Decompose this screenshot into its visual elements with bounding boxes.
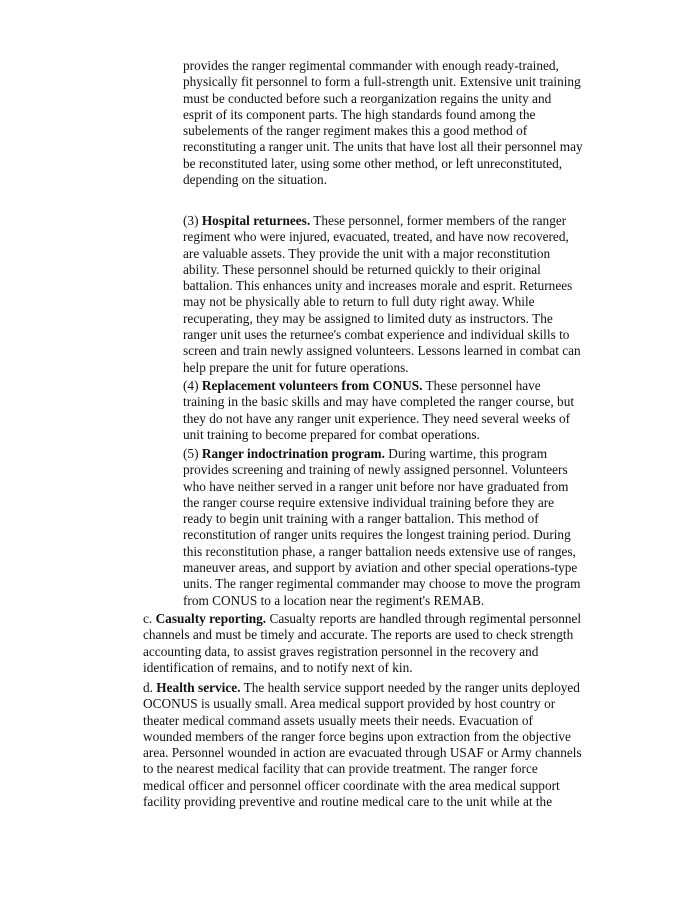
text-line: recuperating, they may be assigned to limited duty as instructors. The	[183, 310, 553, 326]
text-line: regiment who were injured, evacuated, treated, and have now recovered,	[183, 229, 569, 245]
text-line: OCONUS is usually small. Area medical support provided by host country or	[143, 696, 556, 712]
text-line: who have neither served in a ranger unit before nor have graduated from	[183, 478, 569, 494]
text-line: identification of remains, and to notify next of kin.	[143, 659, 413, 675]
text-line: units. The ranger regimental commander may choose to move the program	[183, 576, 581, 592]
paragraph-heading: Replacement volunteers from CONUS.	[201, 378, 423, 393]
text-line: help prepare the unit for future operations.	[183, 359, 409, 375]
text-line: are valuable assets. They provide the unit with a major reconstitution	[183, 245, 551, 261]
text-line: reconstituting a ranger unit. The units that have lost all their personnel may	[183, 139, 583, 155]
text-line: unit training to become prepared for combat operations.	[183, 426, 480, 442]
text-line: depending on the situation.	[183, 172, 328, 188]
paragraph-hospital-returnees	[183, 213, 581, 376]
paragraph-heading: Casualty reporting.	[155, 611, 267, 626]
text-line	[143, 680, 582, 696]
text-line: from CONUS to a location near the regiment's REMAB.	[183, 592, 485, 608]
text-run: These personnel, former members of the ranger	[310, 213, 567, 228]
text-line: physically fit personnel to form a full-strength unit. Extensive unit training	[183, 74, 581, 90]
text-line: screen and train newly assigned volunteers. Lessons learned in combat can	[183, 343, 581, 359]
text-line: must be conducted before such a reorganization regains the unity and	[183, 90, 552, 106]
paragraph-number: d.	[143, 680, 157, 695]
paragraph-heading: Hospital returnees.	[201, 213, 311, 228]
paragraph-number: (5)	[183, 446, 202, 461]
text-line	[183, 213, 581, 229]
text-line: medical officer and personnel officer coordinate with the area medical support	[143, 777, 560, 793]
text-line: facility providing preventive and routine medical care to the unit while at the	[143, 794, 553, 810]
paragraph-replacement-volunteers	[183, 378, 574, 443]
text-line: ranger unit uses the returnee's combat experience and individual skills to	[183, 327, 570, 343]
text-line: wounded members of the ranger force begins upon extraction from the objective	[143, 728, 571, 744]
paragraph-number: (4)	[183, 378, 202, 393]
text-line: training in the basic skills and may have completed the ranger course, but	[183, 394, 575, 410]
text-line	[183, 446, 580, 462]
text-run: Casualty reports are handled through regimental personnel	[266, 611, 582, 626]
paragraph-heading: Health service.	[156, 680, 241, 695]
text-line: provides screening and training of newly assigned personnel. Volunteers	[183, 462, 568, 478]
paragraph-ranger-indoctrination	[183, 446, 580, 609]
paragraph-number: c.	[143, 611, 156, 626]
text-run: The health service support needed by the ranger units deployed	[240, 680, 580, 695]
text-line: be reconstituted later, using some other method, or left unreconstituted,	[183, 155, 563, 171]
text-line	[183, 378, 574, 394]
text-line: maneuver areas, and support by aviation and other special operations-type	[183, 560, 578, 576]
text-line: provides the ranger regimental commander with enough ready-trained,	[183, 58, 559, 73]
paragraph-health-service	[143, 680, 582, 810]
text-line: channels and must be timely and accurate. The reports are used to check strength	[143, 627, 574, 643]
paragraph-continuation	[183, 58, 583, 188]
paragraph-number: (3)	[183, 213, 202, 228]
text-line: battalion. This enhances unity and increases morale and esprit. Returnees	[183, 278, 573, 294]
text-line: esprit of its component parts. The high standards found among the	[183, 106, 536, 122]
text-line: ready to begin unit training with a ranger battalion. This method of	[183, 511, 539, 527]
text-line: they do not have any ranger unit experience. They need several weeks of	[183, 410, 571, 426]
text-line: reconstitution of ranger units requires the longest training period. During	[183, 527, 571, 543]
text-line: may not be physically able to return to full duty right away. While	[183, 294, 535, 310]
text-line: ability. These personnel should be returned quickly to their original	[183, 261, 541, 277]
text-run: These personnel have	[422, 378, 541, 393]
text-line: to the nearest medical facility that can provide treatment. The ranger force	[143, 761, 538, 777]
text-line: subelements of the ranger regiment makes this a good method of	[183, 123, 528, 139]
text-line: the ranger course require extensive individual training before they are	[183, 494, 555, 510]
paragraph-casualty-reporting	[143, 611, 581, 676]
text-line: accounting data, to assist graves registration personnel in the recovery and	[143, 643, 539, 659]
text-line	[143, 611, 581, 627]
paragraph-heading: Ranger indoctrination program.	[201, 446, 385, 461]
text-line: area. Personnel wounded in action are evacuated through USAF or Army channels	[143, 745, 582, 761]
text-run: During wartime, this program	[384, 446, 548, 461]
text-line: theater medical command assets usually meets their needs. Evacuation of	[143, 712, 533, 728]
text-line: this reconstitution phase, a ranger battalion needs extensive use of ranges,	[183, 543, 576, 559]
